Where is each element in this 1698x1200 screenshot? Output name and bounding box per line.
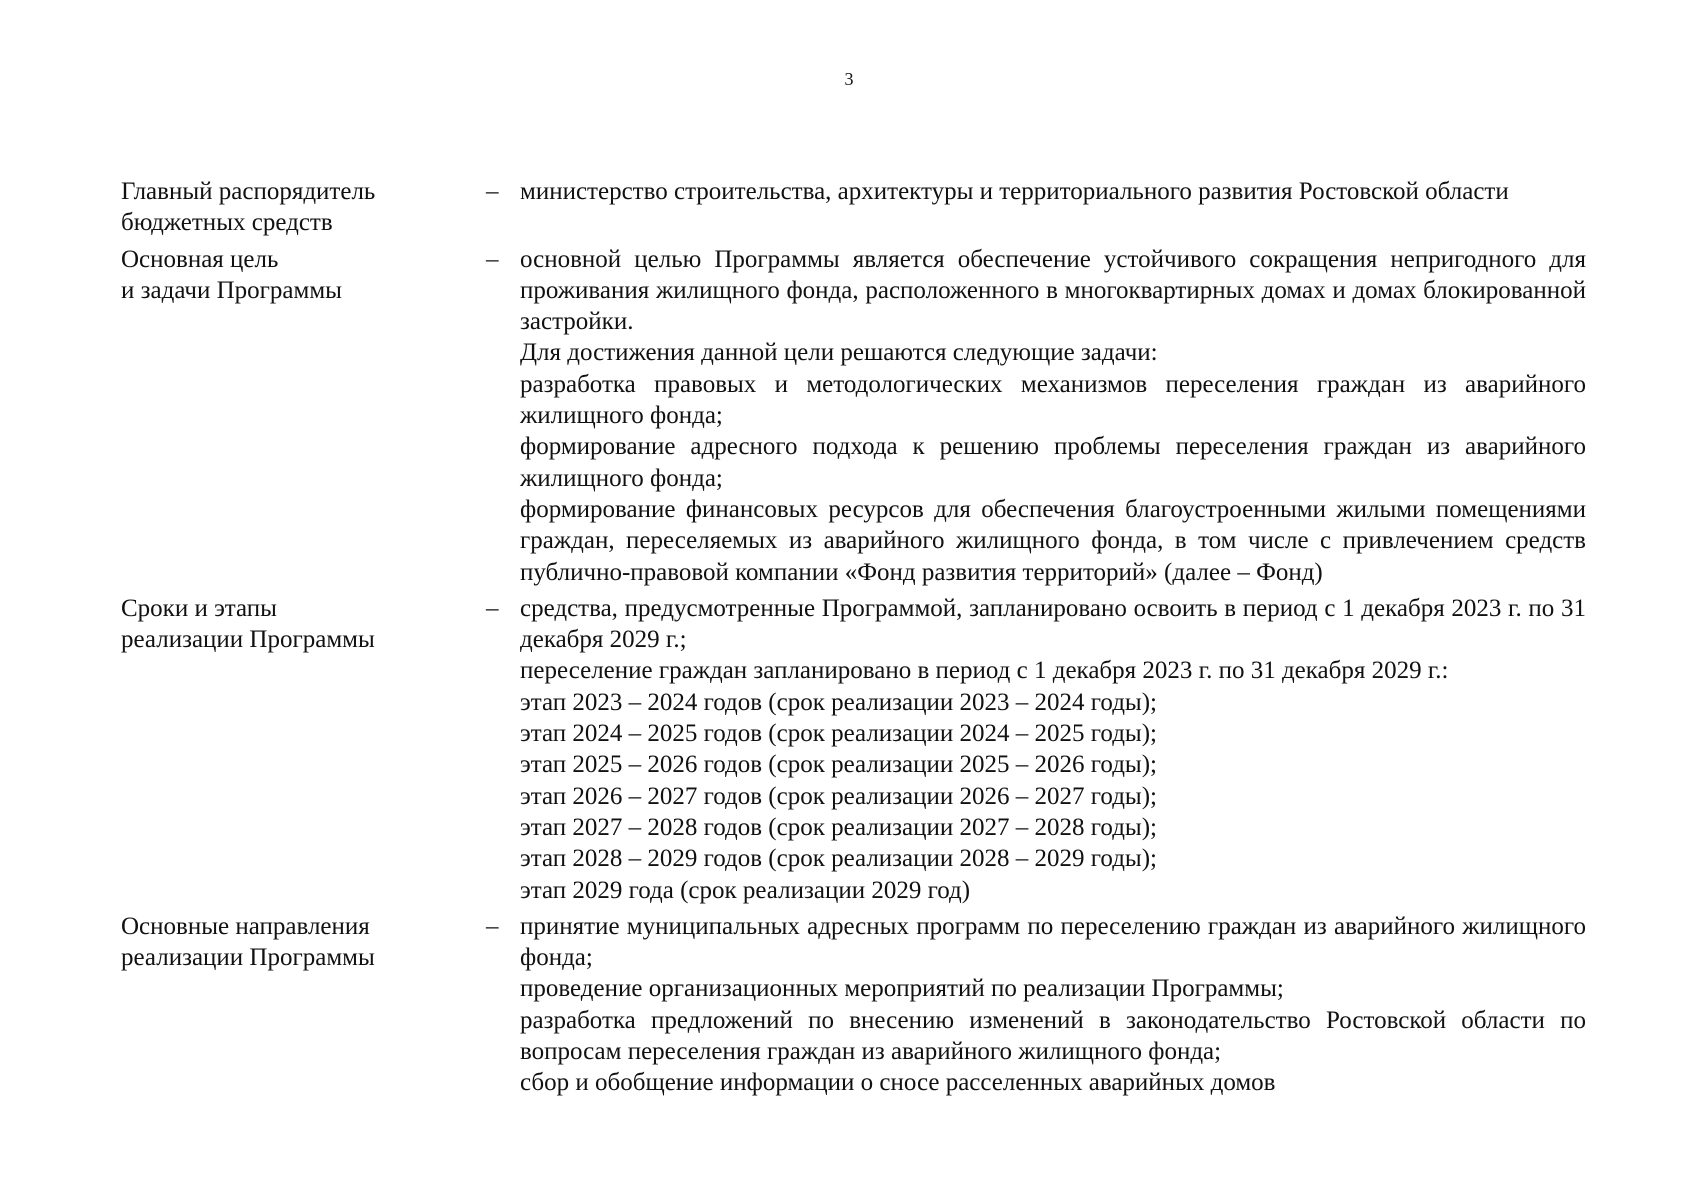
- row-label: [121, 176, 476, 239]
- paragraph: сбор и обобщение информации о сносе расселенных аварийных домов: [520, 1069, 1276, 1097]
- stage-line: этап 2029 года (срок реализации 2029 год): [520, 876, 971, 904]
- paragraph: Для достижения данной цели решаются следующие задачи:: [520, 339, 1158, 367]
- row-terms-stages: [121, 593, 1586, 906]
- stage-line: этап 2025 – 2026 годов (срок реализации 2025 – 2026 годы);: [520, 751, 1157, 779]
- stage-line: этап 2026 – 2027 годов (срок реализации 2026 – 2027 годы);: [520, 782, 1157, 810]
- row-content: [520, 593, 1586, 906]
- paragraph: средства, предусмотренные Программой, запланировано освоить в период с 1 декабря 2023 г. по 31 декабря 2029 г.;: [520, 594, 1586, 654]
- paragraph: проведение организационных мероприятий по реализации Программы;: [520, 975, 1284, 1003]
- dash-separator: –: [486, 912, 499, 940]
- paragraph: формирование адресного подхода к решению проблемы переселения граждан из аварийного жилищного фонда;: [520, 433, 1586, 492]
- stage-line: этап 2027 – 2028 годов (срок реализации 2027 – 2028 годы);: [520, 813, 1157, 841]
- paragraph: разработка предложений по внесению изменений в законодательство Ростовской области по вопросам переселения граждан из аварийного жилищного фонда;: [520, 1006, 1586, 1066]
- row-main-directions: [121, 911, 1586, 1099]
- row-label: [121, 911, 476, 974]
- label-line: Основная цель: [121, 245, 279, 273]
- dash-separator: –: [486, 594, 499, 622]
- row-goals-tasks: [121, 244, 1586, 588]
- stage-line: этап 2028 – 2029 годов (срок реализации 2028 – 2029 годы);: [520, 845, 1157, 873]
- stage-line: этап 2023 – 2024 годов (срок реализации 2023 – 2024 годы);: [520, 688, 1157, 716]
- label-line: бюджетных средств: [121, 209, 333, 237]
- paragraph: формирование финансовых ресурсов для обеспечения благоустроенными жилыми помещениями граждан, переселяемых из аварийного жилищного фонда, в том числе с привлечением средств публично-правовой компании «Фонд развития территорий» (далее – Фонд): [520, 495, 1586, 586]
- paragraph: принятие муниципальных адресных программ по переселению граждан из аварийного жилищного фонда;: [520, 912, 1586, 972]
- paragraph: министерство строительства, архитектуры и территориального развития Ростовской области: [520, 178, 1509, 205]
- page-number: 3: [844, 69, 854, 89]
- label-line: Сроки и этапы: [121, 594, 277, 622]
- dash-separator: –: [486, 245, 499, 273]
- label-line: Основные направления: [121, 912, 370, 940]
- label-line: Главный распорядитель: [121, 178, 376, 205]
- row-content: [520, 244, 1586, 588]
- program-passport-table: [121, 176, 1586, 1104]
- row-content: [520, 176, 1586, 207]
- dash-separator: –: [486, 178, 499, 205]
- paragraph: основной целью Программы является обеспечение устойчивого сокращения непригодного для проживания жилищного фонда, расположенного в многоквартирных домах и домах блокированной застройки.: [520, 245, 1586, 336]
- row-label: [121, 593, 476, 656]
- paragraph: разработка правовых и методологических механизмов переселения граждан из аварийного жилищного фонда;: [520, 370, 1586, 430]
- row-budget-manager: [121, 176, 1586, 239]
- label-line: реализации Программы: [121, 944, 375, 972]
- paragraph: переселение граждан запланировано в период с 1 декабря 2023 г. по 31 декабря 2029 г.:: [520, 657, 1449, 685]
- row-label: [121, 244, 476, 307]
- row-content: [520, 911, 1586, 1099]
- label-line: реализации Программы: [121, 626, 375, 654]
- stage-line: этап 2024 – 2025 годов (срок реализации 2024 – 2025 годы);: [520, 720, 1157, 748]
- label-line: и задачи Программы: [121, 276, 342, 304]
